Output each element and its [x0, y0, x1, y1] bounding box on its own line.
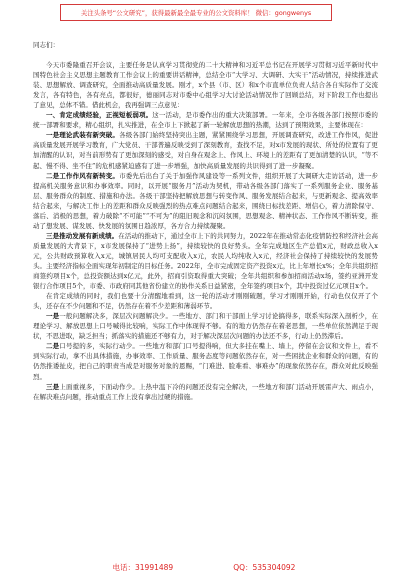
paragraph-text: 今天市委隆重召开会议，主要任务是认真学习贯彻党的二十大精神和习近平总书记在开展学习贯彻习近平新时代中国特色社会主义思想主题教育工作会议上的重要讲话精神，总结全市“大学习、大调研、大实干”活动情况，持续推进武装、思想解放、调查研究，全面推动高质量发展。刚才，x个县（市、区）和x个市直单位负责人结合各自实际作了交流发言，各有特色，各有亮点，都很好，德丽同志对市委中心组学习大讨论活动情况作了回顾总结，对下阶段工作也提出了意见，总体不错。借此机会，我再强调三点意见： [33, 61, 378, 110]
paragraph-problem-2 [33, 341, 378, 381]
salutation: 同志们： [33, 41, 60, 49]
paragraph-text: 这一活动，是市委作出的重大决策部署。一年来，全市各级各部门按照市委的统一部署和要求，精心组织，扎实推进，在全市上下掀起了新一轮解放思想的热潮，达到了预期效果，主要体现在： [33, 111, 378, 130]
paragraph-intro [33, 60, 378, 110]
paragraph-text: 一般问题解决多，深层次问题解决少。一些地方、部门和干部面上学习讨论搞得多，联系实际深入剖析少，在理论学习、解放思想上口号喊得比较响，实际工作中体现得不够。有的地方仍然存在着老思想，一些单位依然满足于现状，不思进取，缺乏担当；抓落实的措施还不够有力，对于解决深层次问题的办法还不多，行动上仍然滞后。 [33, 312, 378, 341]
paragraph-point-1 [33, 130, 378, 170]
problem-heading: 二是 [46, 342, 60, 351]
footer-qq: QQ：535304092 [233, 563, 296, 572]
point-heading: 一是理论武装有新突破。 [46, 131, 120, 140]
paragraph-text: 在肯定成绩的同时，我们也要十分清醒地看到，这一轮的活动才刚刚破题，学习才刚刚开始，行动也仅仅开了个头，还存在不少问题和不足，仍然存在着不少差距和薄弱环节。 [33, 292, 378, 311]
point-heading: 三是推动发展有新成绩。 [46, 231, 119, 240]
paragraph-problem-1 [33, 311, 378, 341]
paragraph-shortcomings [33, 291, 378, 311]
paragraph-text: 上面重视多，下面动作少。上热中温下冷的问题还没有完全解决，一些地方和部门活动开展雷声大、雨点小，在解决难点问题，推动重点工作上没有拿出过硬的措施。 [33, 382, 378, 401]
paragraph-text: 口号提的多，实际行动少。一些地方和部门口号提得响，但大多挂在嘴上、墙上，停留在会议和文件上，看不到实际行动，拿不出具体措施，办事效率、工作质量、服务态度等问题依然存在，对一些困扰企业和群众的问题，有的仍然推诿扯皮，把自己的职责当成是对服务对象的恩赐，“门难进、脸难看、事难办”的现象依然存在，群众对此反映强烈。 [33, 342, 378, 381]
document-body [33, 40, 378, 556]
paragraph-point-2 [33, 171, 378, 231]
contact-footer [0, 562, 408, 576]
paragraph-section-1 [33, 110, 378, 130]
footer-phone: 电话：31991489 [112, 563, 174, 572]
promo-banner-text: 关注头条号“公文研究”，获得最新最全最专业的公文资料库！ 微信：gongwenys [80, 9, 312, 17]
point-heading: 二是工作作风有新转变。 [46, 171, 120, 180]
promo-banner [60, 4, 332, 21]
paragraph-text: 在活动的推动下，通过全市上下的共同努力，2022年在推动常态化疫情防控和经济社会高质量发展的大背景下，x市发展保持了“进势上扬”，持续较快的良好势头。全年完成地区生产总值x元，财政总收入x元，公共财政预算收入x元，城镇居民人均可支配收入x元，农民人均纯收入x元，经济社会保持了持续较快的发展势头。主要经济指标全面实现年初制定的目标任务。2022年，全市完成固定资产投资x元，比上年增长x%；全年共组织招商签约项目x个，总投资额达到x亿元，此外，招商引资取得重大突破；全年共组织和参加招商活动x场，签约亚洲开发银行合作项目5个，市委、市政府同其他省份建立的协作关系日益紧密，全年签约项目x个，其中投资过亿元项目x个。 [33, 231, 378, 291]
problem-heading: 三是 [46, 382, 60, 391]
paragraph-problem-3 [33, 382, 378, 402]
section-heading: 一、肯定成绩经验，正视短板弱项。 [46, 111, 153, 120]
paragraph-text: 各级各部门始终坚持突出主题，紧紧围绕学习思想，开展调查研究，改进工作作风，促进高质量发展开展学习教育，广大党员、干部普遍反映受到了深刻教育，查找不足，对x市发展的现状、所处的位置有了更加清醒的认识，对当前形势有了更加深刻的感受，对自身在观念上、作风上、环境上的差距有了更加清楚的认识，“等不起、慢不得、坐不住”的危机感紧迫感有了进一步增强，加快高质量发展的共识得到了进一步凝聚。 [33, 131, 378, 170]
paragraph-text: 市委先后出台了关于加强作风建设等一系列文件，组织开展了大调研大走访活动，进一步提高机关服务意识和办事效率。同时，以开展“服务月”活动为契机，带动各级各部门落实了一系列服务企业、服务基层、服务群众的制度、措施和办法。各级干部坚持把解放思想与转变作风、服务发展结合起来，与更新观念、提高效率结合起来，与解决工作上的差距和群众反映强烈的热点难点问题结合起来，围绕日标找差距、增信心，着力清除保守、落后、消极的思想，着力破除“不可能”“不可为”的阻旧观念和沉闷氛围，思想观念、精神状态、工作作风不断转变，推动了想发展、谋发展、快发展的氛围日趋浓厚，各方合力持续凝聚。 [33, 171, 378, 230]
problem-heading: 一是 [46, 312, 60, 321]
paragraph-point-3 [33, 231, 378, 291]
